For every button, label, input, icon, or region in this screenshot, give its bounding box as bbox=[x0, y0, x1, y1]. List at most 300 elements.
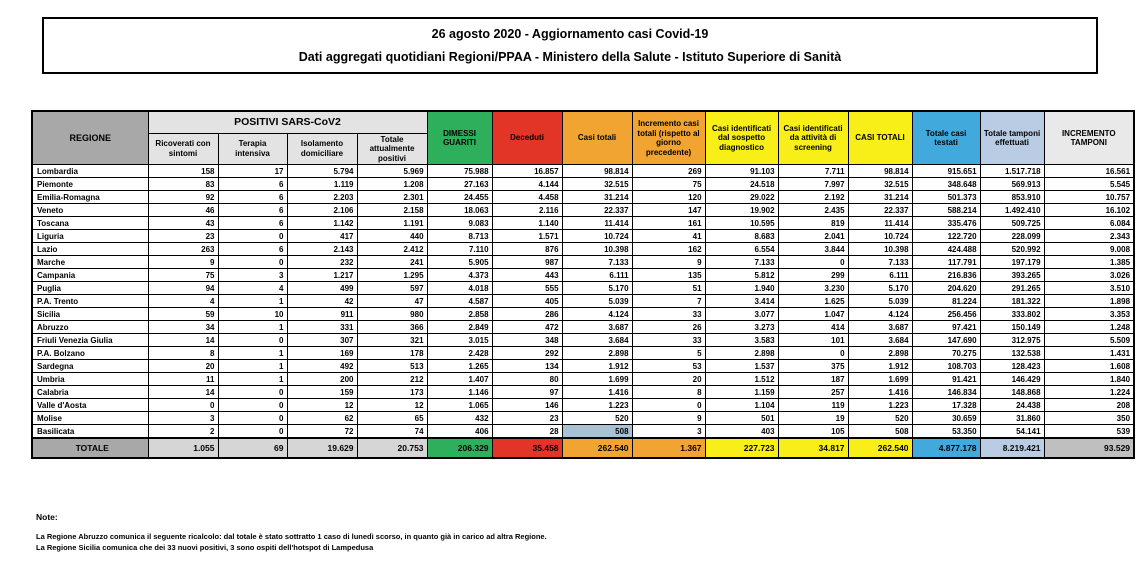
value-cell[interactable]: 135 bbox=[632, 269, 705, 282]
value-cell[interactable]: 1.492.410 bbox=[980, 204, 1044, 217]
value-cell[interactable]: 1 bbox=[218, 347, 287, 360]
value-cell[interactable]: 54.141 bbox=[980, 425, 1044, 438]
value-cell[interactable]: 24.455 bbox=[427, 191, 492, 204]
value-cell[interactable]: 5.039 bbox=[848, 295, 912, 308]
value-cell[interactable]: 3.414 bbox=[705, 295, 778, 308]
value-cell[interactable]: 4.018 bbox=[427, 282, 492, 295]
value-cell[interactable]: 0 bbox=[778, 347, 848, 360]
value-cell[interactable]: 312.975 bbox=[980, 334, 1044, 347]
value-cell[interactable]: 6 bbox=[218, 204, 287, 217]
value-cell[interactable]: 1 bbox=[218, 373, 287, 386]
value-cell[interactable]: 1 bbox=[218, 295, 287, 308]
value-cell[interactable]: 10.398 bbox=[848, 243, 912, 256]
value-cell[interactable]: 5.039 bbox=[562, 295, 632, 308]
value-cell[interactable]: 443 bbox=[492, 269, 562, 282]
value-cell[interactable]: 23 bbox=[492, 412, 562, 425]
value-cell[interactable]: 424.488 bbox=[912, 243, 980, 256]
value-cell[interactable]: 5.905 bbox=[427, 256, 492, 269]
value-cell[interactable]: 1.146 bbox=[427, 386, 492, 399]
value-cell[interactable]: 119 bbox=[778, 399, 848, 412]
value-cell[interactable]: 17 bbox=[218, 165, 287, 178]
value-cell[interactable]: 53.350 bbox=[912, 425, 980, 438]
value-cell[interactable]: 10.595 bbox=[705, 217, 778, 230]
value-cell[interactable]: 6 bbox=[218, 217, 287, 230]
value-cell[interactable]: 2.898 bbox=[705, 347, 778, 360]
value-cell[interactable]: 1.912 bbox=[562, 360, 632, 373]
value-cell[interactable]: 1.912 bbox=[848, 360, 912, 373]
value-cell[interactable]: 2.116 bbox=[492, 204, 562, 217]
value-cell[interactable]: 10.724 bbox=[848, 230, 912, 243]
value-cell[interactable]: 197.179 bbox=[980, 256, 1044, 269]
value-cell[interactable]: 83 bbox=[148, 178, 218, 191]
value-cell[interactable]: 5.545 bbox=[1044, 178, 1134, 191]
value-cell[interactable]: 169 bbox=[287, 347, 357, 360]
value-cell[interactable]: 3.687 bbox=[848, 321, 912, 334]
value-cell[interactable]: 9 bbox=[148, 256, 218, 269]
value-cell[interactable]: 232 bbox=[287, 256, 357, 269]
value-cell[interactable]: 5.812 bbox=[705, 269, 778, 282]
value-cell[interactable]: 6.084 bbox=[1044, 217, 1134, 230]
value-cell[interactable]: 7.711 bbox=[778, 165, 848, 178]
value-cell[interactable]: 14 bbox=[148, 386, 218, 399]
value-cell[interactable]: 147.690 bbox=[912, 334, 980, 347]
value-cell[interactable]: 0 bbox=[778, 256, 848, 269]
value-cell[interactable]: 98.814 bbox=[562, 165, 632, 178]
value-cell[interactable]: 19.902 bbox=[705, 204, 778, 217]
value-cell[interactable]: 75 bbox=[148, 269, 218, 282]
value-cell[interactable]: 10 bbox=[218, 308, 287, 321]
value-cell[interactable]: 5.794 bbox=[287, 165, 357, 178]
value-cell[interactable]: 3.353 bbox=[1044, 308, 1134, 321]
value-cell[interactable]: 81.224 bbox=[912, 295, 980, 308]
value-cell[interactable]: 212 bbox=[357, 373, 427, 386]
value-cell[interactable]: 200 bbox=[287, 373, 357, 386]
region-cell[interactable]: Friuli Venezia Giulia bbox=[32, 334, 148, 347]
value-cell[interactable]: 2.343 bbox=[1044, 230, 1134, 243]
value-cell[interactable]: 146.834 bbox=[912, 386, 980, 399]
value-cell[interactable]: 5.969 bbox=[357, 165, 427, 178]
value-cell[interactable]: 3.687 bbox=[562, 321, 632, 334]
value-cell[interactable]: 2.858 bbox=[427, 308, 492, 321]
value-cell[interactable]: 3.026 bbox=[1044, 269, 1134, 282]
value-cell[interactable]: 375 bbox=[778, 360, 848, 373]
value-cell[interactable]: 22.337 bbox=[562, 204, 632, 217]
value-cell[interactable]: 0 bbox=[218, 399, 287, 412]
value-cell[interactable]: 1.191 bbox=[357, 217, 427, 230]
value-cell[interactable]: 24.438 bbox=[980, 399, 1044, 412]
value-cell[interactable]: 1.571 bbox=[492, 230, 562, 243]
value-cell[interactable]: 6 bbox=[218, 178, 287, 191]
value-cell[interactable]: 59 bbox=[148, 308, 218, 321]
value-cell[interactable]: 122.720 bbox=[912, 230, 980, 243]
value-cell[interactable]: 3.583 bbox=[705, 334, 778, 347]
region-cell[interactable]: Piemonte bbox=[32, 178, 148, 191]
value-cell[interactable]: 28 bbox=[492, 425, 562, 438]
value-cell[interactable]: 980 bbox=[357, 308, 427, 321]
value-cell[interactable]: 1 bbox=[218, 321, 287, 334]
value-cell[interactable]: 0 bbox=[218, 230, 287, 243]
value-cell[interactable]: 18.063 bbox=[427, 204, 492, 217]
region-cell[interactable]: P.A. Bolzano bbox=[32, 347, 148, 360]
value-cell[interactable]: 187 bbox=[778, 373, 848, 386]
value-cell[interactable]: 47 bbox=[357, 295, 427, 308]
value-cell[interactable]: 20 bbox=[148, 360, 218, 373]
value-cell[interactable]: 128.423 bbox=[980, 360, 1044, 373]
value-cell[interactable]: 440 bbox=[357, 230, 427, 243]
value-cell[interactable]: 269 bbox=[632, 165, 705, 178]
value-cell[interactable]: 366 bbox=[357, 321, 427, 334]
value-cell[interactable]: 20 bbox=[632, 373, 705, 386]
value-cell[interactable]: 1.385 bbox=[1044, 256, 1134, 269]
value-cell[interactable]: 65 bbox=[357, 412, 427, 425]
value-cell[interactable]: 162 bbox=[632, 243, 705, 256]
value-cell[interactable]: 1.119 bbox=[287, 178, 357, 191]
value-cell[interactable]: 7.133 bbox=[562, 256, 632, 269]
value-cell[interactable]: 3.273 bbox=[705, 321, 778, 334]
value-cell[interactable]: 146.429 bbox=[980, 373, 1044, 386]
value-cell[interactable]: 16.857 bbox=[492, 165, 562, 178]
value-cell[interactable]: 4.373 bbox=[427, 269, 492, 282]
value-cell[interactable]: 98.814 bbox=[848, 165, 912, 178]
value-cell[interactable]: 1.295 bbox=[357, 269, 427, 282]
value-cell[interactable]: 42 bbox=[287, 295, 357, 308]
value-cell[interactable]: 62 bbox=[287, 412, 357, 425]
value-cell[interactable]: 70.275 bbox=[912, 347, 980, 360]
value-cell[interactable]: 228.099 bbox=[980, 230, 1044, 243]
value-cell[interactable]: 178 bbox=[357, 347, 427, 360]
value-cell[interactable]: 9 bbox=[632, 256, 705, 269]
region-cell[interactable]: Calabria bbox=[32, 386, 148, 399]
value-cell[interactable]: 520 bbox=[562, 412, 632, 425]
value-cell[interactable]: 1.248 bbox=[1044, 321, 1134, 334]
value-cell[interactable]: 5.509 bbox=[1044, 334, 1134, 347]
value-cell[interactable]: 97 bbox=[492, 386, 562, 399]
value-cell[interactable]: 0 bbox=[218, 256, 287, 269]
value-cell[interactable]: 33 bbox=[632, 308, 705, 321]
value-cell[interactable]: 299 bbox=[778, 269, 848, 282]
value-cell[interactable]: 208 bbox=[1044, 399, 1134, 412]
value-cell[interactable]: 8.713 bbox=[427, 230, 492, 243]
region-cell[interactable]: Marche bbox=[32, 256, 148, 269]
value-cell[interactable]: 1.608 bbox=[1044, 360, 1134, 373]
value-cell[interactable]: 2.192 bbox=[778, 191, 848, 204]
value-cell[interactable]: 31.214 bbox=[562, 191, 632, 204]
region-cell[interactable]: Lombardia bbox=[32, 165, 148, 178]
value-cell[interactable]: 8.683 bbox=[705, 230, 778, 243]
value-cell[interactable]: 819 bbox=[778, 217, 848, 230]
value-cell[interactable]: 7.997 bbox=[778, 178, 848, 191]
value-cell[interactable]: 1.699 bbox=[848, 373, 912, 386]
value-cell[interactable]: 3.510 bbox=[1044, 282, 1134, 295]
value-cell[interactable]: 291.265 bbox=[980, 282, 1044, 295]
value-cell[interactable]: 5 bbox=[632, 347, 705, 360]
value-cell[interactable]: 22.337 bbox=[848, 204, 912, 217]
value-cell[interactable]: 150.149 bbox=[980, 321, 1044, 334]
value-cell[interactable]: 263 bbox=[148, 243, 218, 256]
value-cell[interactable]: 33 bbox=[632, 334, 705, 347]
region-cell[interactable]: Abruzzo bbox=[32, 321, 148, 334]
value-cell[interactable]: 333.802 bbox=[980, 308, 1044, 321]
value-cell[interactable]: 51 bbox=[632, 282, 705, 295]
value-cell[interactable]: 0 bbox=[632, 399, 705, 412]
value-cell[interactable]: 32.515 bbox=[562, 178, 632, 191]
value-cell[interactable]: 331 bbox=[287, 321, 357, 334]
value-cell[interactable]: 9.083 bbox=[427, 217, 492, 230]
value-cell[interactable]: 134 bbox=[492, 360, 562, 373]
value-cell[interactable]: 509.725 bbox=[980, 217, 1044, 230]
value-cell[interactable]: 3.015 bbox=[427, 334, 492, 347]
value-cell[interactable]: 1.840 bbox=[1044, 373, 1134, 386]
value-cell[interactable]: 117.791 bbox=[912, 256, 980, 269]
value-cell[interactable]: 286 bbox=[492, 308, 562, 321]
value-cell[interactable]: 569.913 bbox=[980, 178, 1044, 191]
value-cell[interactable]: 2.435 bbox=[778, 204, 848, 217]
value-cell[interactable]: 11.414 bbox=[848, 217, 912, 230]
region-cell[interactable]: P.A. Trento bbox=[32, 295, 148, 308]
selected-value-cell[interactable]: 508 bbox=[562, 425, 632, 438]
value-cell[interactable]: 2 bbox=[148, 425, 218, 438]
value-cell[interactable]: 132.538 bbox=[980, 347, 1044, 360]
value-cell[interactable]: 181.322 bbox=[980, 295, 1044, 308]
value-cell[interactable]: 1.065 bbox=[427, 399, 492, 412]
value-cell[interactable]: 11.414 bbox=[562, 217, 632, 230]
value-cell[interactable]: 10.757 bbox=[1044, 191, 1134, 204]
value-cell[interactable]: 91.421 bbox=[912, 373, 980, 386]
value-cell[interactable]: 12 bbox=[287, 399, 357, 412]
value-cell[interactable]: 7 bbox=[632, 295, 705, 308]
value-cell[interactable]: 173 bbox=[357, 386, 427, 399]
value-cell[interactable]: 26 bbox=[632, 321, 705, 334]
value-cell[interactable]: 3 bbox=[148, 412, 218, 425]
region-cell[interactable]: Sicilia bbox=[32, 308, 148, 321]
value-cell[interactable]: 1.142 bbox=[287, 217, 357, 230]
value-cell[interactable]: 987 bbox=[492, 256, 562, 269]
value-cell[interactable]: 7.133 bbox=[848, 256, 912, 269]
value-cell[interactable]: 74 bbox=[357, 425, 427, 438]
value-cell[interactable]: 2.849 bbox=[427, 321, 492, 334]
value-cell[interactable]: 472 bbox=[492, 321, 562, 334]
value-cell[interactable]: 1.625 bbox=[778, 295, 848, 308]
value-cell[interactable]: 27.163 bbox=[427, 178, 492, 191]
region-cell[interactable]: Liguria bbox=[32, 230, 148, 243]
value-cell[interactable]: 1.140 bbox=[492, 217, 562, 230]
value-cell[interactable]: 492 bbox=[287, 360, 357, 373]
region-cell[interactable]: Puglia bbox=[32, 282, 148, 295]
value-cell[interactable]: 513 bbox=[357, 360, 427, 373]
value-cell[interactable]: 10.724 bbox=[562, 230, 632, 243]
value-cell[interactable]: 1.512 bbox=[705, 373, 778, 386]
region-cell[interactable]: Veneto bbox=[32, 204, 148, 217]
value-cell[interactable]: 1.407 bbox=[427, 373, 492, 386]
value-cell[interactable]: 1.265 bbox=[427, 360, 492, 373]
value-cell[interactable]: 2.041 bbox=[778, 230, 848, 243]
value-cell[interactable]: 417 bbox=[287, 230, 357, 243]
value-cell[interactable]: 597 bbox=[357, 282, 427, 295]
value-cell[interactable]: 5.170 bbox=[848, 282, 912, 295]
value-cell[interactable]: 17.328 bbox=[912, 399, 980, 412]
value-cell[interactable]: 91.103 bbox=[705, 165, 778, 178]
value-cell[interactable]: 108.703 bbox=[912, 360, 980, 373]
value-cell[interactable]: 555 bbox=[492, 282, 562, 295]
value-cell[interactable]: 405 bbox=[492, 295, 562, 308]
value-cell[interactable]: 216.836 bbox=[912, 269, 980, 282]
value-cell[interactable]: 94 bbox=[148, 282, 218, 295]
value-cell[interactable]: 6.111 bbox=[562, 269, 632, 282]
region-cell[interactable]: Valle d'Aosta bbox=[32, 399, 148, 412]
value-cell[interactable]: 23 bbox=[148, 230, 218, 243]
value-cell[interactable]: 307 bbox=[287, 334, 357, 347]
value-cell[interactable]: 6 bbox=[218, 243, 287, 256]
value-cell[interactable]: 16.102 bbox=[1044, 204, 1134, 217]
value-cell[interactable]: 0 bbox=[218, 412, 287, 425]
region-cell[interactable]: Molise bbox=[32, 412, 148, 425]
value-cell[interactable]: 1.517.718 bbox=[980, 165, 1044, 178]
value-cell[interactable]: 256.456 bbox=[912, 308, 980, 321]
value-cell[interactable]: 501.373 bbox=[912, 191, 980, 204]
value-cell[interactable]: 11 bbox=[148, 373, 218, 386]
value-cell[interactable]: 158 bbox=[148, 165, 218, 178]
value-cell[interactable]: 348.648 bbox=[912, 178, 980, 191]
value-cell[interactable]: 403 bbox=[705, 425, 778, 438]
value-cell[interactable]: 161 bbox=[632, 217, 705, 230]
value-cell[interactable]: 97.421 bbox=[912, 321, 980, 334]
value-cell[interactable]: 9 bbox=[632, 412, 705, 425]
value-cell[interactable]: 1.416 bbox=[562, 386, 632, 399]
value-cell[interactable]: 31.214 bbox=[848, 191, 912, 204]
value-cell[interactable]: 41 bbox=[632, 230, 705, 243]
value-cell[interactable]: 508 bbox=[848, 425, 912, 438]
value-cell[interactable]: 2.158 bbox=[357, 204, 427, 217]
value-cell[interactable]: 876 bbox=[492, 243, 562, 256]
region-cell[interactable]: Umbria bbox=[32, 373, 148, 386]
value-cell[interactable]: 915.651 bbox=[912, 165, 980, 178]
value-cell[interactable]: 241 bbox=[357, 256, 427, 269]
value-cell[interactable]: 520.992 bbox=[980, 243, 1044, 256]
value-cell[interactable]: 3.077 bbox=[705, 308, 778, 321]
value-cell[interactable]: 159 bbox=[287, 386, 357, 399]
value-cell[interactable]: 75 bbox=[632, 178, 705, 191]
value-cell[interactable]: 1.223 bbox=[562, 399, 632, 412]
value-cell[interactable]: 8 bbox=[148, 347, 218, 360]
region-cell[interactable]: Emilia-Romagna bbox=[32, 191, 148, 204]
value-cell[interactable]: 348 bbox=[492, 334, 562, 347]
value-cell[interactable]: 911 bbox=[287, 308, 357, 321]
value-cell[interactable]: 31.860 bbox=[980, 412, 1044, 425]
region-cell[interactable]: Toscana bbox=[32, 217, 148, 230]
value-cell[interactable]: 1.217 bbox=[287, 269, 357, 282]
value-cell[interactable]: 3.684 bbox=[848, 334, 912, 347]
value-cell[interactable]: 1.223 bbox=[848, 399, 912, 412]
value-cell[interactable]: 148.868 bbox=[980, 386, 1044, 399]
region-cell[interactable]: Campania bbox=[32, 269, 148, 282]
region-cell[interactable]: Sardegna bbox=[32, 360, 148, 373]
value-cell[interactable]: 350 bbox=[1044, 412, 1134, 425]
value-cell[interactable]: 75.988 bbox=[427, 165, 492, 178]
value-cell[interactable]: 146 bbox=[492, 399, 562, 412]
value-cell[interactable]: 2.301 bbox=[357, 191, 427, 204]
value-cell[interactable]: 24.518 bbox=[705, 178, 778, 191]
value-cell[interactable]: 4.458 bbox=[492, 191, 562, 204]
value-cell[interactable]: 321 bbox=[357, 334, 427, 347]
value-cell[interactable]: 0 bbox=[218, 386, 287, 399]
value-cell[interactable]: 432 bbox=[427, 412, 492, 425]
value-cell[interactable]: 9.008 bbox=[1044, 243, 1134, 256]
value-cell[interactable]: 1.416 bbox=[848, 386, 912, 399]
value-cell[interactable]: 204.620 bbox=[912, 282, 980, 295]
value-cell[interactable]: 34 bbox=[148, 321, 218, 334]
value-cell[interactable]: 1.537 bbox=[705, 360, 778, 373]
value-cell[interactable]: 2.898 bbox=[848, 347, 912, 360]
value-cell[interactable]: 1 bbox=[218, 360, 287, 373]
value-cell[interactable]: 6 bbox=[218, 191, 287, 204]
value-cell[interactable]: 147 bbox=[632, 204, 705, 217]
value-cell[interactable]: 3.844 bbox=[778, 243, 848, 256]
value-cell[interactable]: 10.398 bbox=[562, 243, 632, 256]
value-cell[interactable]: 8 bbox=[632, 386, 705, 399]
value-cell[interactable]: 3 bbox=[218, 269, 287, 282]
value-cell[interactable]: 406 bbox=[427, 425, 492, 438]
region-cell[interactable]: Lazio bbox=[32, 243, 148, 256]
value-cell[interactable]: 2.898 bbox=[562, 347, 632, 360]
value-cell[interactable]: 0 bbox=[218, 425, 287, 438]
value-cell[interactable]: 80 bbox=[492, 373, 562, 386]
value-cell[interactable]: 3.684 bbox=[562, 334, 632, 347]
value-cell[interactable]: 29.022 bbox=[705, 191, 778, 204]
value-cell[interactable]: 101 bbox=[778, 334, 848, 347]
region-cell[interactable]: Basilicata bbox=[32, 425, 148, 438]
value-cell[interactable]: 335.476 bbox=[912, 217, 980, 230]
value-cell[interactable]: 12 bbox=[357, 399, 427, 412]
value-cell[interactable]: 46 bbox=[148, 204, 218, 217]
value-cell[interactable]: 43 bbox=[148, 217, 218, 230]
value-cell[interactable]: 6.111 bbox=[848, 269, 912, 282]
value-cell[interactable]: 14 bbox=[148, 334, 218, 347]
value-cell[interactable]: 7.110 bbox=[427, 243, 492, 256]
value-cell[interactable]: 2.106 bbox=[287, 204, 357, 217]
value-cell[interactable]: 4.587 bbox=[427, 295, 492, 308]
value-cell[interactable]: 30.659 bbox=[912, 412, 980, 425]
value-cell[interactable]: 588.214 bbox=[912, 204, 980, 217]
value-cell[interactable]: 6.554 bbox=[705, 243, 778, 256]
value-cell[interactable]: 393.265 bbox=[980, 269, 1044, 282]
value-cell[interactable]: 4.144 bbox=[492, 178, 562, 191]
value-cell[interactable]: 2.428 bbox=[427, 347, 492, 360]
value-cell[interactable]: 853.910 bbox=[980, 191, 1044, 204]
value-cell[interactable]: 1.208 bbox=[357, 178, 427, 191]
value-cell[interactable]: 4.124 bbox=[562, 308, 632, 321]
value-cell[interactable]: 32.515 bbox=[848, 178, 912, 191]
value-cell[interactable]: 414 bbox=[778, 321, 848, 334]
value-cell[interactable]: 1.047 bbox=[778, 308, 848, 321]
value-cell[interactable]: 257 bbox=[778, 386, 848, 399]
value-cell[interactable]: 4.124 bbox=[848, 308, 912, 321]
value-cell[interactable]: 499 bbox=[287, 282, 357, 295]
value-cell[interactable]: 1.159 bbox=[705, 386, 778, 399]
value-cell[interactable]: 0 bbox=[148, 399, 218, 412]
value-cell[interactable]: 7.133 bbox=[705, 256, 778, 269]
value-cell[interactable]: 72 bbox=[287, 425, 357, 438]
value-cell[interactable]: 2.203 bbox=[287, 191, 357, 204]
value-cell[interactable]: 0 bbox=[218, 334, 287, 347]
value-cell[interactable]: 92 bbox=[148, 191, 218, 204]
value-cell[interactable]: 105 bbox=[778, 425, 848, 438]
value-cell[interactable]: 3.230 bbox=[778, 282, 848, 295]
value-cell[interactable]: 16.561 bbox=[1044, 165, 1134, 178]
value-cell[interactable]: 2.412 bbox=[357, 243, 427, 256]
value-cell[interactable]: 292 bbox=[492, 347, 562, 360]
value-cell[interactable]: 1.898 bbox=[1044, 295, 1134, 308]
value-cell[interactable]: 501 bbox=[705, 412, 778, 425]
